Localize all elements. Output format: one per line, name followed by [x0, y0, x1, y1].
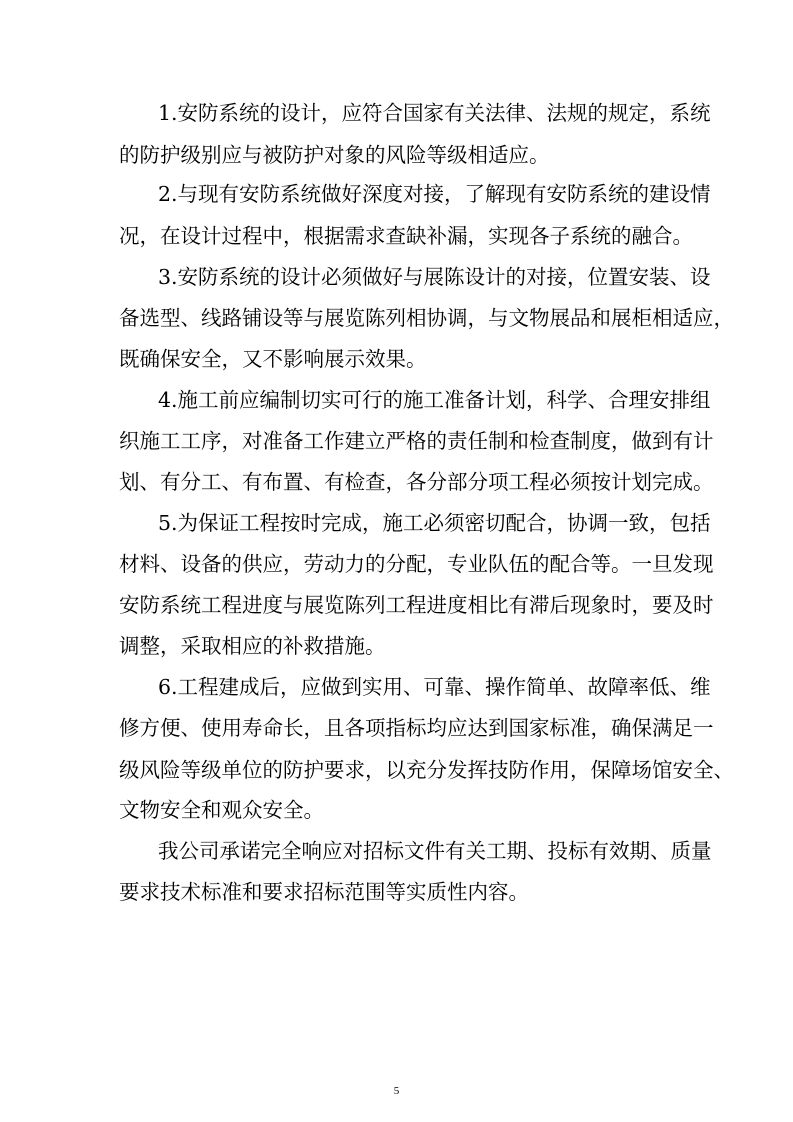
- paragraph-5-line-2: 材料、设备的供应，劳动力的分配，专业队伍的配合等。一旦发现: [119, 552, 714, 576]
- paragraph-1-line-1: 1.安防系统的设计，应符合国家有关法律、法规的规定，系统: [158, 101, 711, 125]
- paragraph-5-line-3: 安防系统工程进度与展览陈列工程进度相比有滞后现象时，要及时: [119, 593, 714, 617]
- paragraph-4-line-1: 4.施工前应编制切实可行的施工准备计划，科学、合理安排组: [158, 388, 711, 412]
- paragraph-2-line-2: 况，在设计过程中，根据需求查缺补漏，实现各子系统的融合。: [119, 224, 693, 248]
- paragraph-2-line-1: 2.与现有安防系统做好深度对接，了解现有安防系统的建设情: [158, 182, 711, 206]
- paragraph-7-line-1: 我公司承诺完全响应对招标文件有关工期、投标有效期、质量: [158, 839, 712, 863]
- paragraph-5-line-1: 5.为保证工程按时完成，施工必须密切配合，协调一致，包括: [158, 511, 711, 535]
- paragraph-6-line-4: 文物安全和观众安全。: [119, 798, 324, 822]
- paragraph-4-line-3: 划、有分工、有布置、有检查，各分部分项工程必须按计划完成。: [119, 470, 714, 494]
- paragraph-6-line-2: 修方便、使用寿命长，且各项指标均应达到国家标准，确保满足一: [119, 716, 714, 740]
- paragraph-3-line-2: 备选型、线路铺设等与展览陈列相协调，与文物展品和展柜相适应，: [119, 306, 734, 330]
- paragraph-3-line-1: 3.安防系统的设计必须做好与展陈设计的对接，位置安装、设: [158, 265, 711, 289]
- paragraph-7-line-2: 要求技术标准和要求招标范围等实质性内容。: [119, 880, 529, 904]
- paragraph-1-line-2: 的防护级别应与被防护对象的风险等级相适应。: [119, 143, 550, 167]
- paragraph-6-line-1: 6.工程建成后，应做到实用、可靠、操作简单、故障率低、维: [158, 675, 711, 699]
- paragraph-3-line-3: 既确保安全，又不影响展示效果。: [119, 347, 427, 371]
- page-number: 5: [393, 1085, 400, 1097]
- paragraph-4-line-2: 织施工工序，对准备工作建立严格的责任制和检查制度，做到有计: [119, 429, 714, 453]
- paragraph-6-line-3: 级风险等级单位的防护要求，以充分发挥技防作用，保障场馆安全、: [119, 758, 734, 782]
- paragraph-5-line-4: 调整，采取相应的补救措施。: [119, 634, 386, 658]
